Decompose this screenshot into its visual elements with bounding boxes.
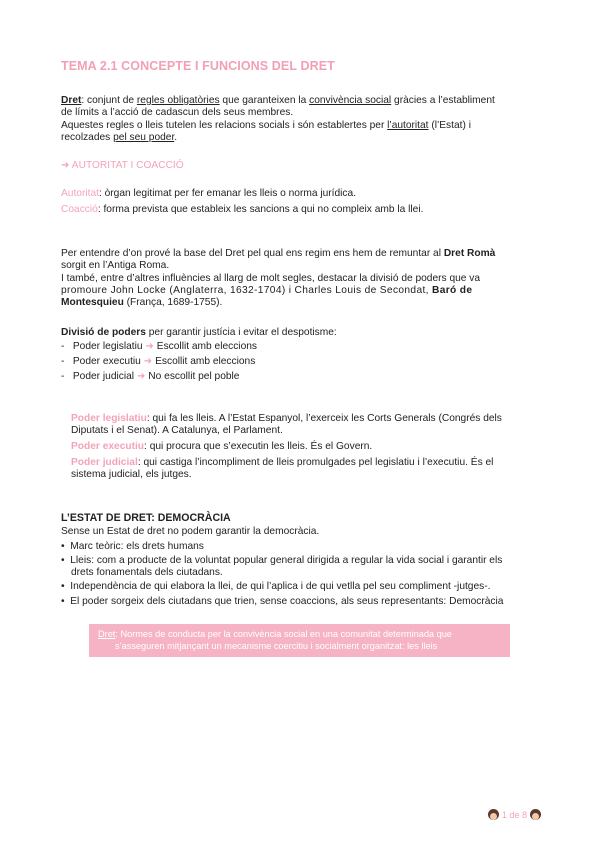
autoritat-definition: Autoritat: òrgan legitimat per fer emanar les lleis o norma jurídica.: [61, 188, 357, 199]
poder-executiu-line: Poder executiu: qui procura que s’executin les lleis. És el Govern.: [71, 441, 373, 452]
term-dret: Dret: [61, 95, 82, 106]
poder-legislatiu-line-2: Diputats i el Senat). A Catalunya, el Parlament.: [71, 425, 283, 436]
bullet-icon: •: [61, 581, 65, 592]
poder-judicial-line-1: Poder judicial: qui castiga l’incompliment de lleis promulgades pel legislatiu i l’executiu. És el: [71, 457, 494, 468]
estat-heading: L’ESTAT DE DRET: DEMOCRÀCIA: [61, 512, 231, 524]
coaccio-definition: Coacció: forma prevista que estableix les sancions a qui no compleix amb la llei.: [61, 204, 424, 215]
estat-bullet: • Lleis: com a producte de la voluntat popular general dirigida a regular la vida social i garantir els: [61, 555, 503, 566]
origin-line-2: sorgit en l’Antiga Roma.: [61, 260, 170, 271]
origin-line-4: promoure John Locke (Anglaterra, 1632-1704) i Charles Louis de Secondat, Baró de: [61, 285, 473, 296]
origin-line-5: Montesquieu (França, 1689-1755).: [61, 297, 223, 308]
page-footer: [488, 809, 541, 820]
origin-line-1: Per entendre d’on prové la base del Dret pel qual ens regim ens hem de remuntar al Dret Romà: [61, 248, 496, 259]
definition-box-line-1: Dret: Normes de conducta per la convivència social en una comunitat determinada que: [98, 629, 452, 639]
definition-box-line-2: s’asseguren mitjançant un mecanisme coercitiu i socialment organitzat: les lleis: [115, 641, 438, 651]
definition-line-1: Dret: conjunt de regles obligatòries que garanteixen la convivència social gràcies a l’establiment: [61, 95, 495, 106]
bullet-icon: •: [61, 555, 65, 566]
definition-box: [89, 624, 510, 657]
definition-line-4: recolzades pel seu poder.: [61, 132, 178, 143]
woman-emoji-icon: [488, 809, 499, 820]
poder-legislatiu-line-1: Poder legislatiu: qui fa les lleis. A l’Estat Espanyol, l’exerceix les Corts Generals (Congrés dels: [71, 413, 502, 424]
estat-bullet-continuation: drets fonamentals dels ciutadans.: [71, 567, 223, 578]
poder-judicial-line-2: sistema judicial, els jutges.: [71, 469, 192, 480]
arrow-right-icon: ➜: [145, 341, 154, 352]
arrow-right-icon: ➜: [136, 371, 146, 382]
estat-bullet: • Independència de qui elabora la llei, de qui l’aplica i de qui vetlla pel seu compliment -jutges-.: [61, 581, 491, 592]
page-number: 1 de 8: [501, 809, 527, 820]
bullet-icon: •: [61, 541, 65, 552]
division-heading: Divisió de poders per garantir justícia i evitar el despotisme:: [61, 327, 337, 338]
arrow-right-icon: ➜: [143, 356, 153, 367]
division-item: - Poder legislatiu ➜ Escollit amb eleccions: [61, 341, 257, 352]
page-title: TEMA 2.1 CONCEPTE I FUNCIONS DEL DRET: [61, 59, 335, 73]
bullet-icon: •: [61, 596, 65, 607]
division-item: - Poder judicial ➜ No escollit pel poble: [61, 371, 240, 382]
woman-emoji-icon: [530, 809, 541, 820]
origin-line-3: I també, entre d’altres influències al llarg de molt segles, destacar la divisió de poders que va: [61, 273, 481, 284]
division-item: - Poder executiu ➜ Escollit amb eleccions: [61, 356, 256, 367]
estat-bullet: • El poder sorgeix dels ciutadans que trien, sense coaccions, als seus representants: Democràcia: [61, 596, 504, 607]
section-heading-autoritat: ➜ AUTORITAT I COACCIÓ: [61, 160, 184, 171]
definition-line-3: Aquestes regles o lleis tutelen les relacions socials i són establertes per l’autoritat (l’Estat) i: [61, 120, 471, 131]
definition-line-2: de límits a l’acció de cadascun dels seus membres.: [61, 107, 294, 118]
estat-bullet: • Marc teòric: els drets humans: [61, 541, 204, 552]
estat-intro: Sense un Estat de dret no podem garantir la democràcia.: [61, 526, 320, 537]
